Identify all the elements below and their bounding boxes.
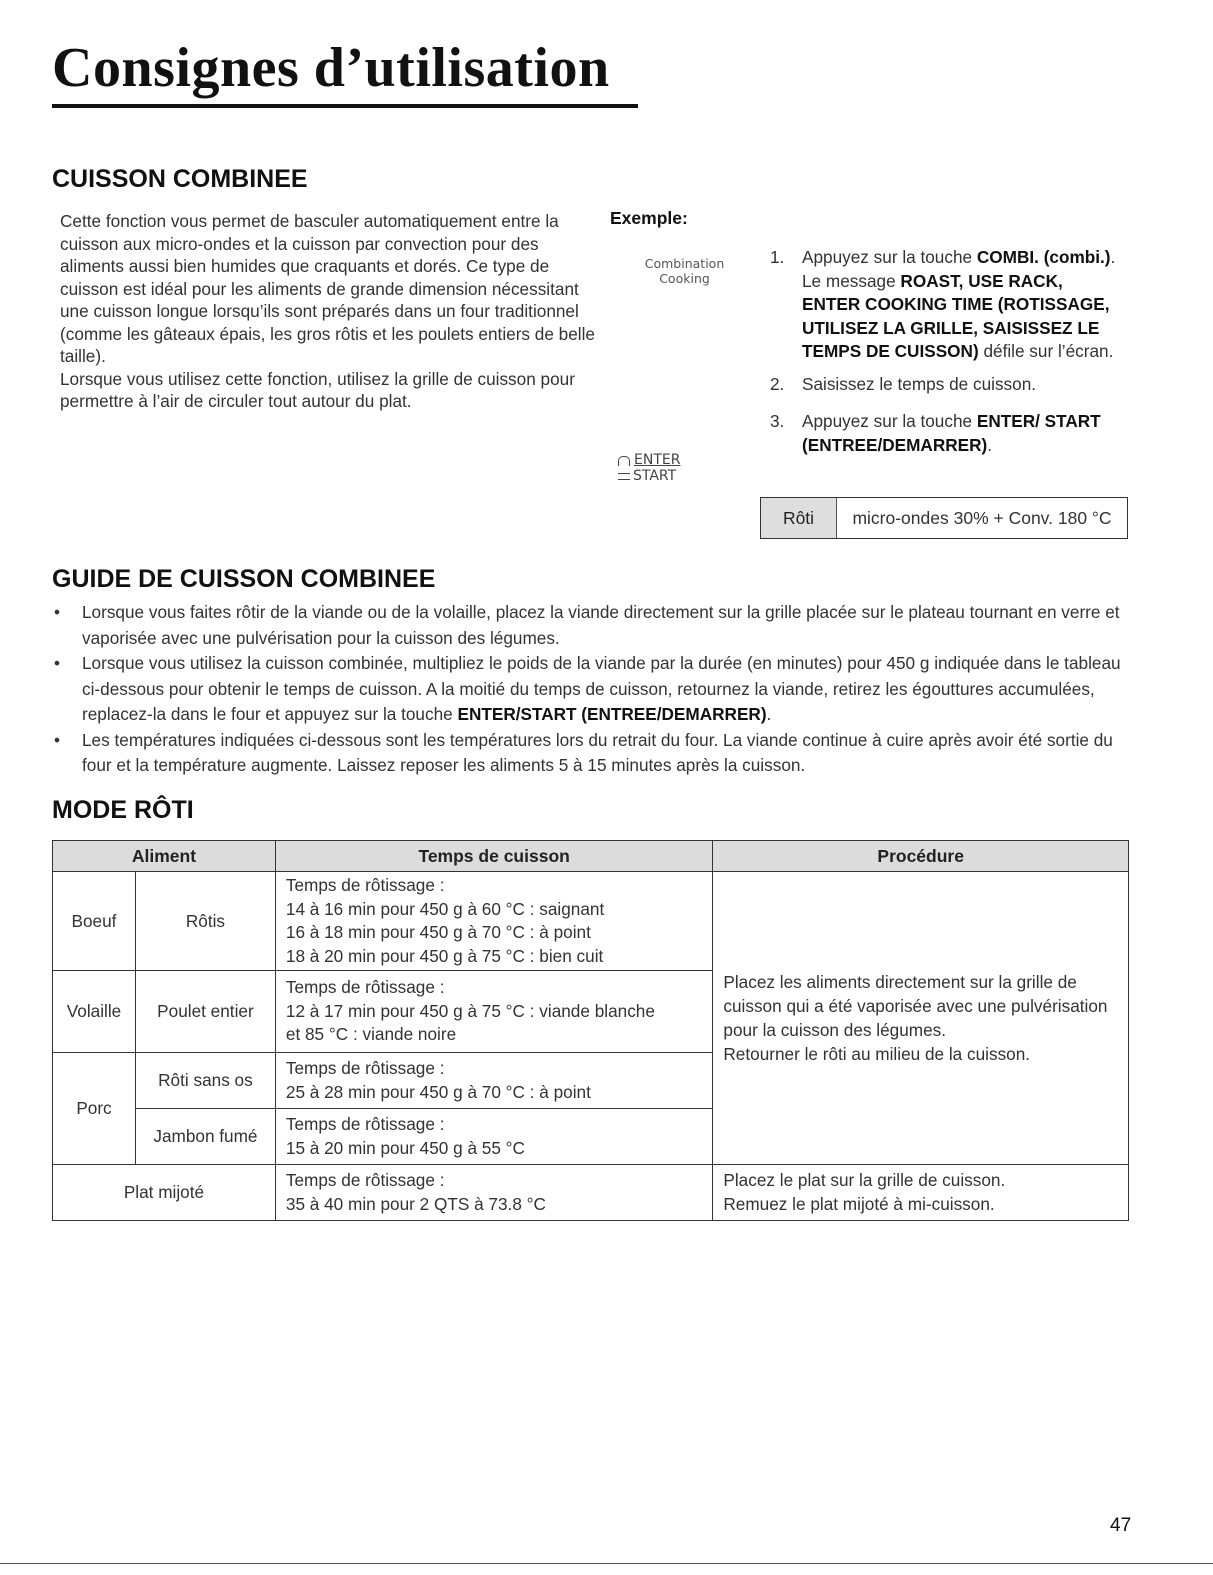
step-key-name: ENTER/ START (ENTREE/DEMARRER) [802,411,1101,455]
procedure-line: Placez le plat sur la grille de cuisson. [723,1170,1006,1190]
time-cell [275,872,713,971]
guide-bullet [52,651,1132,728]
display-mode: Rôti [761,498,837,538]
table-row [53,872,1129,971]
step-number: 1. [770,247,785,267]
enter-key-label: ENTER [634,452,681,468]
time-cell [275,1053,713,1109]
step-text: . Le message [802,247,1116,291]
enter-start-key [618,452,680,484]
start-key-icon [618,473,630,480]
display-settings: micro-ondes 30% + Conv. 180 °C [852,507,1112,528]
time-line: 16 à 18 min pour 450 g à 70 °C : à point [285,922,591,942]
guide-bullet-key: ENTER/START (ENTREE/DEMARRER) [457,704,767,724]
time-cell [275,1165,713,1221]
cut-cell: Rôti sans os [135,1053,275,1109]
procedure-line: Retourner le rôti au milieu de la cuisson. [723,1044,1031,1064]
step-text: . [987,434,993,455]
guide-bullet: • Les températures indiquées ci-dessous sont les températures lors du retrait du four. La viande continue à cuire après avoir été sortie du four et la température augmente. Laissez reposer les aliments 5 à 15 minutes après la cuisson. [52,728,1132,779]
guide-bullet: • Lorsque vous faites rôtir de la viande ou de la volaille, placez la viande directement sur la grille placée sur le plateau tournant en verre et vaporisée avec une pulvérisation pour la cuisson des légumes. [52,600,1132,651]
time-line: 15 à 20 min pour 450 g à 55 °C [285,1137,525,1158]
time-line: Temps de rôtissage : [285,1058,445,1078]
title-underline [52,104,638,108]
footer-rule [0,1563,1213,1564]
time-line: 25 à 28 min pour 450 g à 70 °C : à point [285,1081,591,1102]
section-heading-guide: GUIDE DE CUISSON COMBINEE [52,565,436,593]
header-aliment: Aliment [53,841,276,872]
intro-paragraph-1: Cette fonction vous permet de basculer automatiquement entre la cuisson aux micro-ondes et la cuisson par convection pour des aliments aussi bien humides que craquants et dorés. Ce type de cuisson est idéal pour les aliments de grande dimension nécessitant une cuisson longue lorsqu’ils sont préparés dans un four traditionnel (comme les gâteaux épais, les gros rôtis et les poulets entiers de belle taille). [60,211,595,366]
food-cell: Plat mijoté [53,1165,276,1221]
combination-key-line-1: Combination [644,256,725,271]
page-number: 47 [1110,1515,1132,1536]
header-procedure: Procédure [713,841,1129,872]
time-line: 35 à 40 min pour 2 QTS à 73.8 °C [285,1193,546,1214]
time-cell [275,971,713,1053]
guide-bullets [52,600,1132,779]
step-text: Appuyez sur la touche [802,411,977,431]
step-number: 2. [770,373,785,394]
procedure-cell-plat [713,1165,1129,1221]
time-line: Temps de rôtissage : [285,875,445,895]
time-line: Temps de rôtissage : [285,977,445,998]
food-cell: Porc [53,1053,136,1165]
start-key-label: START [633,468,677,484]
step-key-name: COMBI. (combi.) [976,247,1111,267]
time-line: Temps de rôtissage : [285,1114,445,1134]
time-line: Temps de rôtissage : [285,1170,445,1190]
oven-display [760,497,1128,539]
time-line: et 85 °C : viande noire [285,1024,457,1045]
procedure-line: Placez les aliments directement sur la grille de cuisson qui a été vaporisée avec une pulvérisation pour la cuisson des légumes. [723,972,1108,1040]
step-text: Saisissez le temps de cuisson. [802,373,1037,394]
table-row [53,1165,1129,1221]
step-text: défile sur l’écran. [978,341,1114,361]
table-header-row [53,841,1129,872]
combination-key-line-2: Cooking [659,271,710,286]
step-item [770,373,1120,397]
food-cell: Boeuf [53,872,136,971]
step-item [770,246,1120,364]
intro-text [60,210,595,413]
enter-key-icon [618,456,630,466]
step-item [770,410,1120,457]
time-line: 14 à 16 min pour 450 g à 60 °C : saignant [285,898,605,919]
cut-cell: Jambon fumé [135,1109,275,1165]
section-heading-mode-roti: MODE RÔTI [52,796,194,824]
time-line: 18 à 20 min pour 450 g à 75 °C : bien cuit [285,945,604,966]
header-temps: Temps de cuisson [275,841,713,872]
step-number: 3. [770,411,785,431]
procedure-cell-meat [713,872,1129,1165]
guide-bullet-text: . [766,704,772,724]
guide-bullet-text: Lorsque vous utilisez la cuisson combinée, multipliez le poids de la viande par la durée (en minutes) pour 450 g indiquée dans le tableau ci-dessous pour obtenir le temps de cuisson. A la moitié du temps de cuisson, retournez la viande, retirez les égouttures accumulées, replacez-la dans le four et appuyez sur la touche [82,653,1121,724]
section-heading-cuisson-combinee: CUISSON COMBINEE [52,165,308,193]
roasting-table [52,840,1129,1221]
step-text: Appuyez sur la touche [802,247,977,267]
steps-list [770,246,1120,466]
intro-paragraph-2: Lorsque vous utilisez cette fonction, utilisez la grille de cuisson pour permettre à l’air de circuler tout autour du plat. [60,368,575,411]
time-cell [275,1109,713,1165]
combination-cooking-key [622,256,747,286]
cut-cell: Rôtis [135,872,275,971]
page-title: Consignes d’utilisation [52,37,610,99]
procedure-line: Remuez le plat mijoté à mi-cuisson. [723,1193,995,1214]
step-message: ROAST, USE RACK, ENTER COOKING TIME (ROTISSAGE, UTILISEZ LA GRILLE, SAISISSEZ LE TEMPS DE CUISSON) [802,270,1110,361]
cut-cell: Poulet entier [135,971,275,1053]
time-line: 12 à 17 min pour 450 g à 75 °C : viande blanche [285,1000,655,1021]
food-cell: Volaille [53,971,136,1053]
example-label: Exemple: [610,208,688,228]
